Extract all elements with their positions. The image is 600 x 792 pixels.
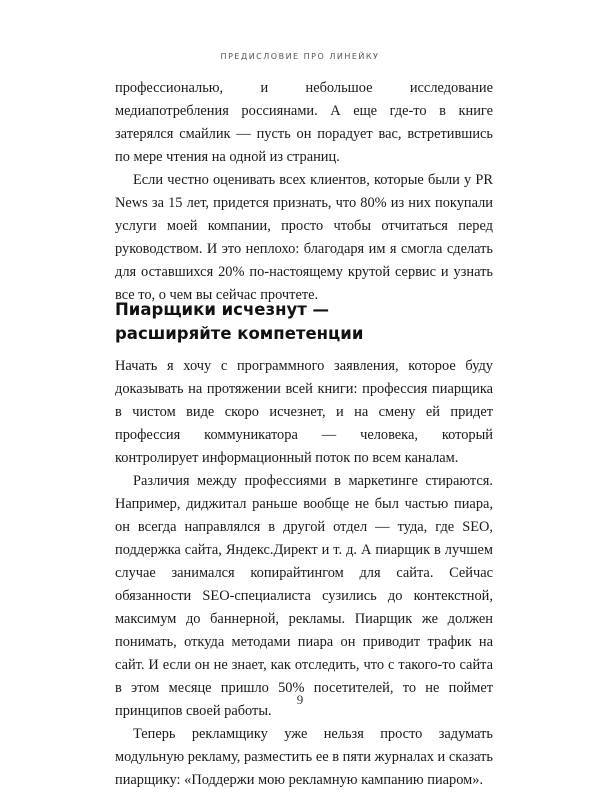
section-heading-line: Пиарщики исчезнут — xyxy=(115,300,330,319)
paragraph: Начать я хочу с программного заявления, которое буду доказывать на протяжении всей книги: профессия пиарщика в чистом виде скоро исчезнет, и на смену ей придет профессия коммуникатора — человека, который контролирует информационный поток по всем каналам. xyxy=(115,358,493,466)
running-head: ПРЕДИСЛОВИЕ ПРО ЛИНЕЙКУ xyxy=(220,52,380,61)
paragraph: Если честно оценивать всех клиентов, которые были у PR News за 15 лет, придется признать, что 80% из них покупали услуги моей компании, просто чтобы отчитаться перед руководством. И это неплохо: благодаря им я смогла сделать для оставшихся 20% по-настоящему крутой сервис и узнать все то, о чем вы сейчас прочтете. xyxy=(115,172,493,303)
paragraph: Теперь рекламщику уже нельзя просто задумать модульную рекламу, разместить ее в пяти журналах и сказать пиарщику: «Поддержи мою рекламную кампанию пиаром». xyxy=(115,726,493,788)
page-number: 9 xyxy=(296,692,304,707)
section-heading xyxy=(115,298,495,346)
paragraph: Различия между профессиями в маркетинге стираются. Например, диджитал раньше вообще не был частью пиара, он всегда направлялся в другой отдел — туда, где SEO, поддержка сайта, Яндекс.Директ и т. д. А пиарщик в лучшем случае занимался копирайтингом для сайта. Сейчас обязанности SEO-специалиста сузились до контекстной, максимум до баннерной, рекламы. Пиарщик же должен понимать, откуда методами пиара он приводит трафик на сайт. И если он не знает, как отследить, что с такого-то сайта в этом месяце пришло 50% посетителей, то не поймет принципов своей работы. xyxy=(115,473,493,719)
paragraph: профессиональю, и небольшое исследование медиапотребления россиянами. А еще где-то в книге затерялся смайлик — пусть он порадует вас, встретившись по мере чтения на одной из страниц. xyxy=(115,80,493,165)
intro-text-block xyxy=(115,77,493,307)
section-text-block xyxy=(115,355,493,792)
section-heading-line: расширяйте компетенции xyxy=(115,324,364,343)
